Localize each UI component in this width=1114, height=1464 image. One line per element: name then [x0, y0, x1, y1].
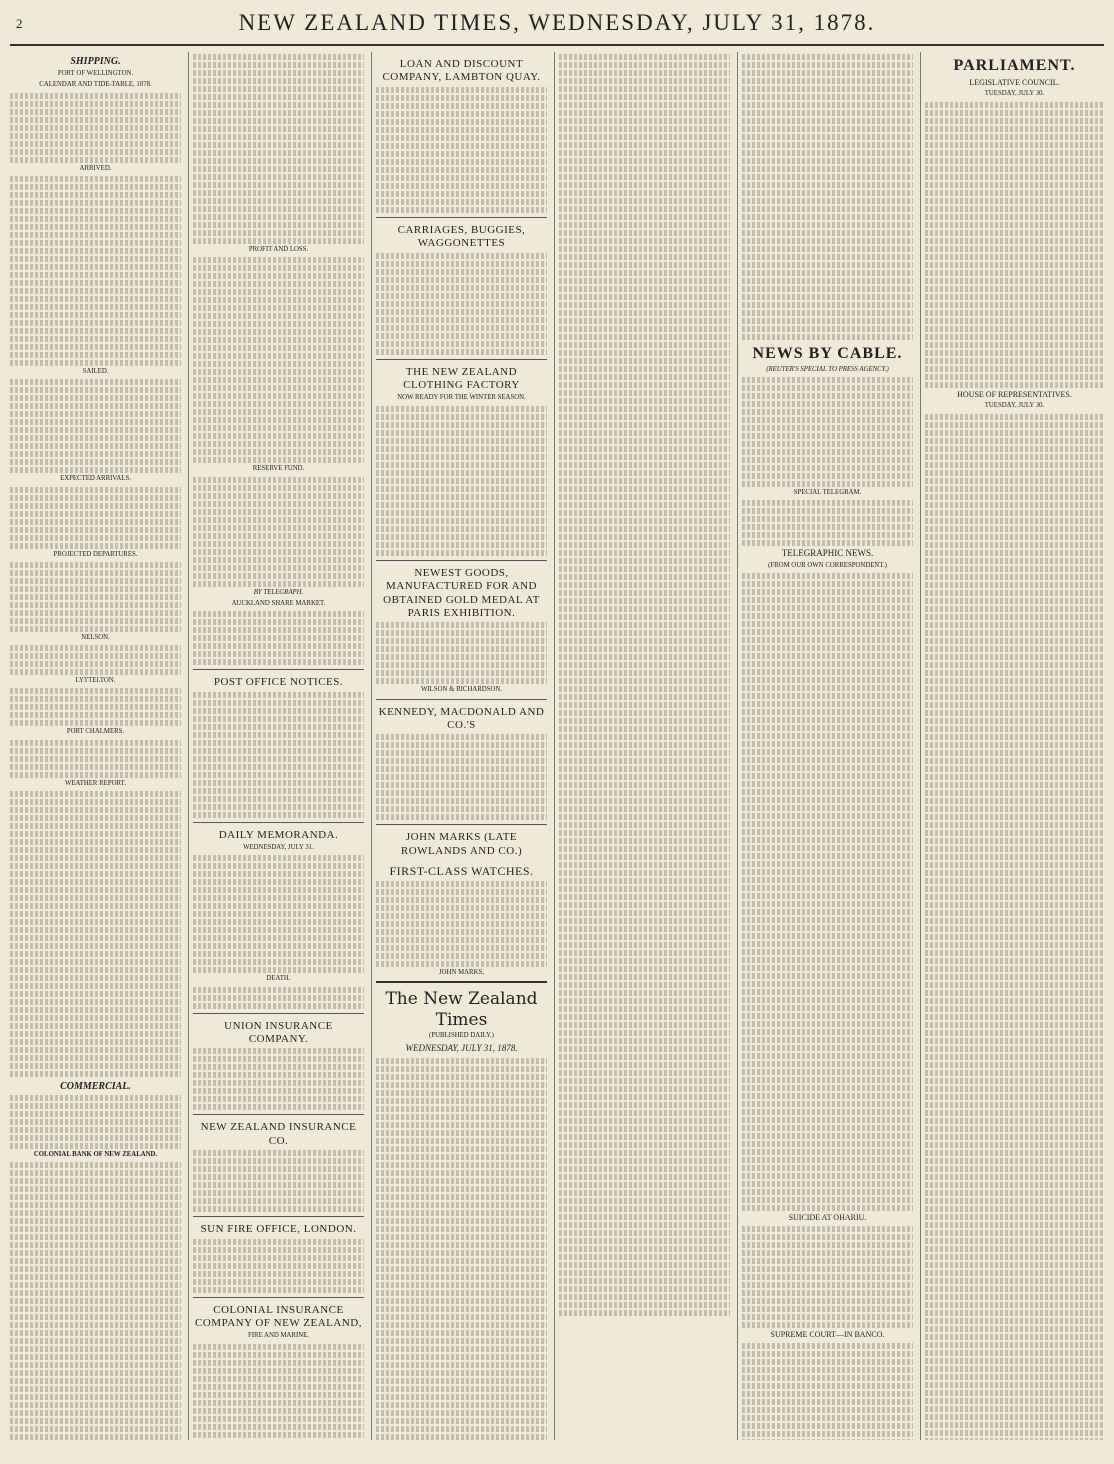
nelson-heading: NELSON. [81, 633, 110, 641]
divider [376, 824, 547, 825]
port-heading: PORT OF WELLINGTON. [57, 70, 134, 78]
kennedy-text [376, 734, 547, 820]
court-heading: SUPREME COURT—IN BANCO. [770, 1330, 885, 1340]
lyttelton-heading: LYTTELTON. [75, 677, 116, 685]
union-heading: UNION INSURANCE COMPANY. [224, 1019, 333, 1045]
carriages-heading: CARRIAGES, BUGGIES, WAGGONETTES [397, 223, 526, 250]
colonial-bank-heading: COLONIAL BANK OF NEW ZEALAND. [33, 1151, 158, 1159]
kennedy-heading: KENNEDY, MACDONALD AND CO.'S [378, 705, 545, 732]
house-heading: HOUSE OF REPRESENTATIVES. [957, 389, 1072, 399]
telegraphic-text [742, 573, 913, 1211]
sun-fire-text [193, 1239, 364, 1293]
column-divider [371, 52, 372, 1440]
divider [376, 699, 547, 700]
divider [193, 1013, 364, 1014]
clothing-heading: THE NEW ZEALAND CLOTHING FACTORY [403, 365, 520, 392]
bank-report-text [193, 54, 364, 244]
colonial-insurance-text [193, 1344, 364, 1440]
colonial-insurance-sub: FIRE AND MARINE. [248, 1332, 309, 1340]
column-divider [554, 52, 555, 1440]
page-number: 2 [16, 16, 25, 31]
profit-loss-table [193, 257, 364, 463]
parliament-heading: PARLIAMENT. [953, 57, 1076, 74]
paper-date: WEDNESDAY, JULY 31, 1878. [405, 1042, 518, 1053]
special-heading: SPECIAL TELEGRAM. [793, 488, 862, 496]
divider [376, 560, 547, 561]
sun-fire-heading: SUN FIRE OFFICE, LONDON. [200, 1223, 357, 1236]
shipping-heading: SHIPPING. [70, 56, 121, 67]
expected-text [10, 487, 181, 549]
divider [376, 981, 547, 983]
divider [376, 359, 547, 360]
column-divider [920, 52, 921, 1440]
column-divider [737, 52, 738, 1440]
column-3 [376, 52, 547, 1440]
divider [193, 822, 364, 823]
marks-footer: JOHN MARKS, [439, 968, 484, 976]
port-chalmers-text [10, 740, 181, 778]
union-text [193, 1048, 364, 1110]
divider [376, 217, 547, 218]
memoranda-text [193, 855, 364, 973]
memoranda-date: WEDNESDAY, JULY 31. [243, 843, 314, 851]
nz-insurance-heading: NEW ZEALAND INSURANCE CO. [200, 1121, 357, 1147]
suicide-text [742, 1226, 913, 1328]
death-heading: DEATH. [266, 975, 291, 983]
sailed-heading: SAILED. [82, 368, 109, 376]
commercial-text [10, 1095, 181, 1149]
watches-heading: FIRST-CLASS WATCHES. [389, 864, 534, 879]
marks-heading: JOHN MARKS (LATE ROWLANDS AND CO.) [400, 831, 523, 857]
expected-heading: EXPECTED ARRIVALS. [60, 475, 131, 483]
suicide-heading: SUICIDE AT OHARIU. [788, 1213, 867, 1223]
column-5 [742, 52, 913, 1440]
divider [193, 1114, 364, 1115]
column-6 [925, 52, 1104, 1440]
arrived-heading: ARRIVED. [79, 164, 112, 172]
carriages-text [376, 253, 547, 355]
special-text [742, 500, 913, 546]
marks-text [376, 881, 547, 967]
news-sub: (REUTER'S SPECIAL TO PRESS AGENCY.) [766, 365, 889, 373]
council-text [925, 102, 1104, 388]
divider [193, 1297, 364, 1298]
column-4 [559, 52, 730, 1440]
column-5-top-text [742, 54, 913, 340]
council-date: TUESDAY, JULY 30. [984, 90, 1045, 98]
reserve-table [193, 477, 364, 587]
memoranda-heading: DAILY MEMORANDA. [218, 828, 339, 841]
colonial-insurance-heading: COLONIAL INSURANCE COMPANY OF NEW ZEALAND, [195, 1303, 362, 1329]
loan-heading: LOAN AND DISCOUNT COMPANY, LAMBTON QUAY. [382, 58, 541, 84]
telegraph-heading: BY TELEGRAPH. [253, 588, 304, 596]
lyttelton-text [10, 688, 181, 726]
weather-text [10, 791, 181, 1077]
clothing-text [376, 406, 547, 556]
masthead [10, 10, 1104, 42]
newest-goods-heading: NEWEST GOODS, MANUFACTURED FOR AND OBTAINED GOLD MEDAL AT PARIS EXHIBITION. [383, 566, 540, 619]
column-2 [193, 52, 364, 1440]
projected-heading: PROJECTED DEPARTURES. [53, 550, 138, 558]
column-1 [10, 52, 181, 1440]
paper-title: The New Zealand Times [385, 989, 538, 1030]
telegraphic-heading: TELEGRAPHIC NEWS. [781, 548, 874, 559]
court-text [742, 1343, 913, 1440]
editorial-text [376, 1058, 547, 1440]
clothing-sub: NOW READY FOR THE WINTER SEASON. [397, 394, 526, 402]
newest-goods-text [376, 622, 547, 684]
weather-heading: WEATHER REPORT. [64, 779, 126, 787]
port-chalmers-heading: PORT CHALMERS. [66, 728, 125, 736]
news-text [742, 377, 913, 487]
sailed-text [10, 379, 181, 473]
arrived-text [10, 176, 181, 366]
post-office-text [193, 692, 364, 818]
wilson-signature: WILSON & RICHARDSON. [421, 686, 502, 694]
reserve-heading: RESERVE FUND. [252, 465, 305, 473]
commercial-heading: COMMERCIAL. [60, 1081, 131, 1092]
tide-table [10, 93, 181, 163]
council-heading: LEGISLATIVE COUNCIL. [969, 77, 1060, 87]
newspaper-page [10, 10, 1104, 1444]
news-heading: NEWS BY CABLE. [752, 345, 903, 362]
column-4-text [559, 54, 730, 1316]
colonial-bank-text [10, 1162, 181, 1440]
paper-sub: (PUBLISHED DAILY.) [429, 1031, 494, 1039]
divider [193, 669, 364, 670]
nz-insurance-text [193, 1150, 364, 1212]
calendar-heading: CALENDAR AND TIDE-TABLE, 1878. [39, 81, 152, 89]
auckland-text [193, 611, 364, 665]
house-date: TUESDAY, JULY 30. [984, 402, 1045, 410]
profit-loss-heading: PROFIT AND LOSS. [248, 246, 309, 253]
projected-text [10, 562, 181, 632]
house-text [925, 414, 1104, 1440]
masthead-rule [10, 44, 1104, 46]
column-divider [188, 52, 189, 1440]
death-text [193, 987, 364, 1009]
masthead-title: NEW ZEALAND TIMES, WEDNESDAY, JULY 31, 1878. [238, 10, 876, 35]
post-office-heading: POST OFFICE NOTICES. [213, 676, 344, 689]
telegraphic-sub: (FROM OUR OWN CORRESPONDENT.) [768, 562, 887, 570]
divider [193, 1216, 364, 1217]
nelson-text [10, 645, 181, 675]
auckland-heading: AUCKLAND SHARE MARKET. [231, 599, 326, 607]
loan-text [376, 87, 547, 213]
